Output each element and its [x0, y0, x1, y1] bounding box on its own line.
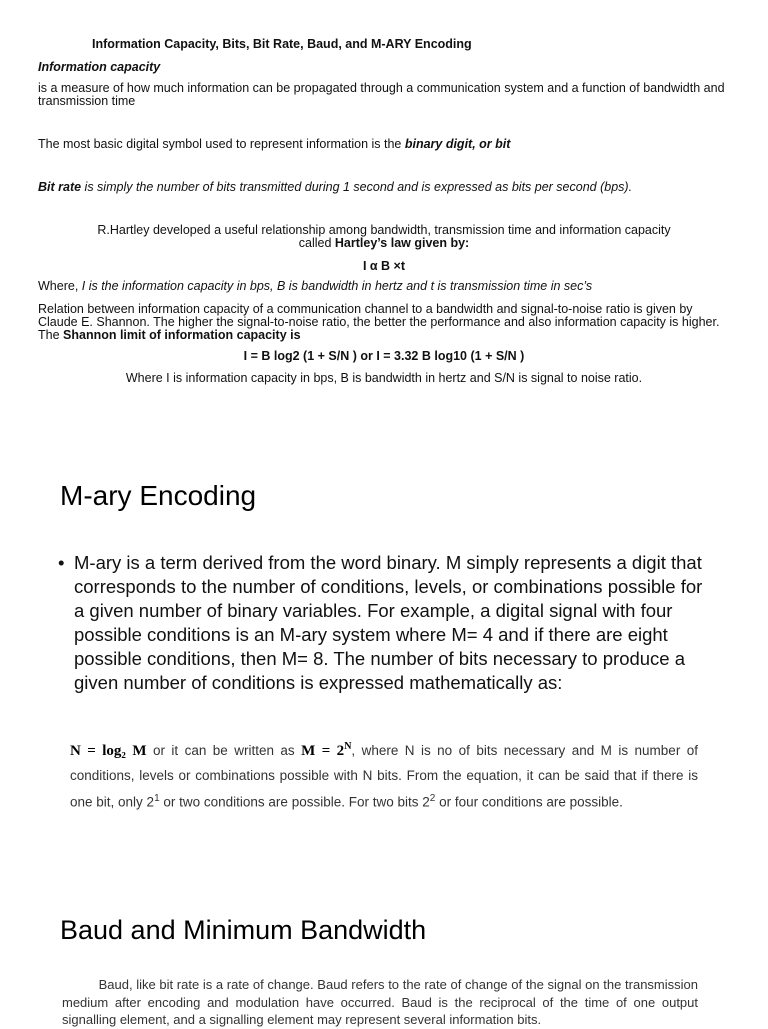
hartley-where-definition: I is the information capacity in bps, B is bandwidth in hertz and t is transmission time in sec’s [81, 279, 593, 293]
hartley-formula: I α B ×t [362, 259, 406, 273]
equation-m-exponent: N [344, 741, 352, 752]
equation-m-base: M = 2 [301, 743, 345, 759]
superscript-1: 1 [154, 793, 160, 804]
baud-text: Baud, like bit rate is a rate of change. Baud refers to the rate of change of the signal on the transmission medium after encoding and modulation have occurred. Baud is the reciprocal of the time of one output signalling element, and a signalling element may represent several information bits. [62, 977, 698, 1027]
baud-indent [62, 977, 99, 992]
equation-text-3: or four conditions are possible. [435, 794, 623, 810]
hartley-called: called [298, 236, 335, 250]
hartley-where-label: Where, [38, 279, 82, 293]
bit-emphasis: binary digit, or bit [404, 137, 511, 151]
bit-rate-paragraph [38, 181, 738, 194]
hartley-intro-line2 [30, 237, 738, 250]
information-capacity-heading: Information capacity [38, 60, 161, 74]
baud-paragraph [62, 976, 698, 1029]
equation-text-2: or two conditions are possible. For two bits 2 [159, 794, 430, 810]
equation-m-power [301, 743, 351, 759]
bit-text: The most basic digital symbol used to represent information is the [38, 137, 405, 151]
hartley-law-label: Hartley’s law given by: [334, 236, 470, 250]
shannon-formula: I = B log2 (1 + S/N ) or I = 3.32 B log10 (1 + S/N ) [243, 349, 525, 363]
hartley-intro-line1: R.Hartley developed a useful relationship among bandwidth, transmission time and information capacity [97, 223, 671, 237]
bullet-icon: • [58, 552, 65, 573]
document-title: Information Capacity, Bits, Bit Rate, Baud, and M-ARY Encoding [92, 37, 472, 51]
shannon-text: Relation between information capacity of a communication channel to a bandwidth and signal-to-noise ratio is given by Claude E. Shannon. The higher the signal-to-noise ratio, the better the performance and also information capacity is higher. The [38, 302, 720, 342]
mary-heading: M-ary Encoding [60, 480, 257, 511]
mary-bullet-text: M-ary is a term derived from the word binary. M simply represents a digit that corresponds to the number of conditions, levels, or combinations possible for a given number of binary variables. For example, a digital signal with four possible conditions is an M-ary system where M= 4 and if there are eight possible conditions, then M= 8. The number of bits necessary to produce a given number of conditions is expressed mathematically as: [74, 552, 703, 693]
mary-equation-paragraph [70, 735, 698, 814]
baud-heading: Baud and Minimum Bandwidth [60, 915, 427, 945]
equation-n-log: N = log₂ M [70, 743, 147, 759]
bit-rate-text: is simply the number of bits transmitted during 1 second and is expressed as bits per second (bps). [81, 180, 633, 194]
equation-connector: or it can be written as [146, 743, 302, 758]
hartley-where [38, 280, 748, 293]
information-capacity-definition: is a measure of how much information can be propagated through a communication system and a function of bandwidth and transmission time [38, 81, 725, 108]
shannon-where: Where I is information capacity in bps, B is bandwidth in hertz and S/N is signal to noise ratio. [125, 371, 643, 385]
bit-paragraph [38, 138, 738, 151]
shannon-paragraph [38, 303, 728, 342]
equation-text-1: , where N is no of bits necessary and M is number of conditions, levels or combinations possible with N bits. From the equation, it can be said that if there is one bit, only 2 [70, 743, 699, 810]
bit-rate-term: Bit rate [38, 180, 82, 194]
shannon-limit-label: Shannon limit of information capacity is [63, 328, 301, 342]
superscript-2: 2 [429, 793, 436, 804]
